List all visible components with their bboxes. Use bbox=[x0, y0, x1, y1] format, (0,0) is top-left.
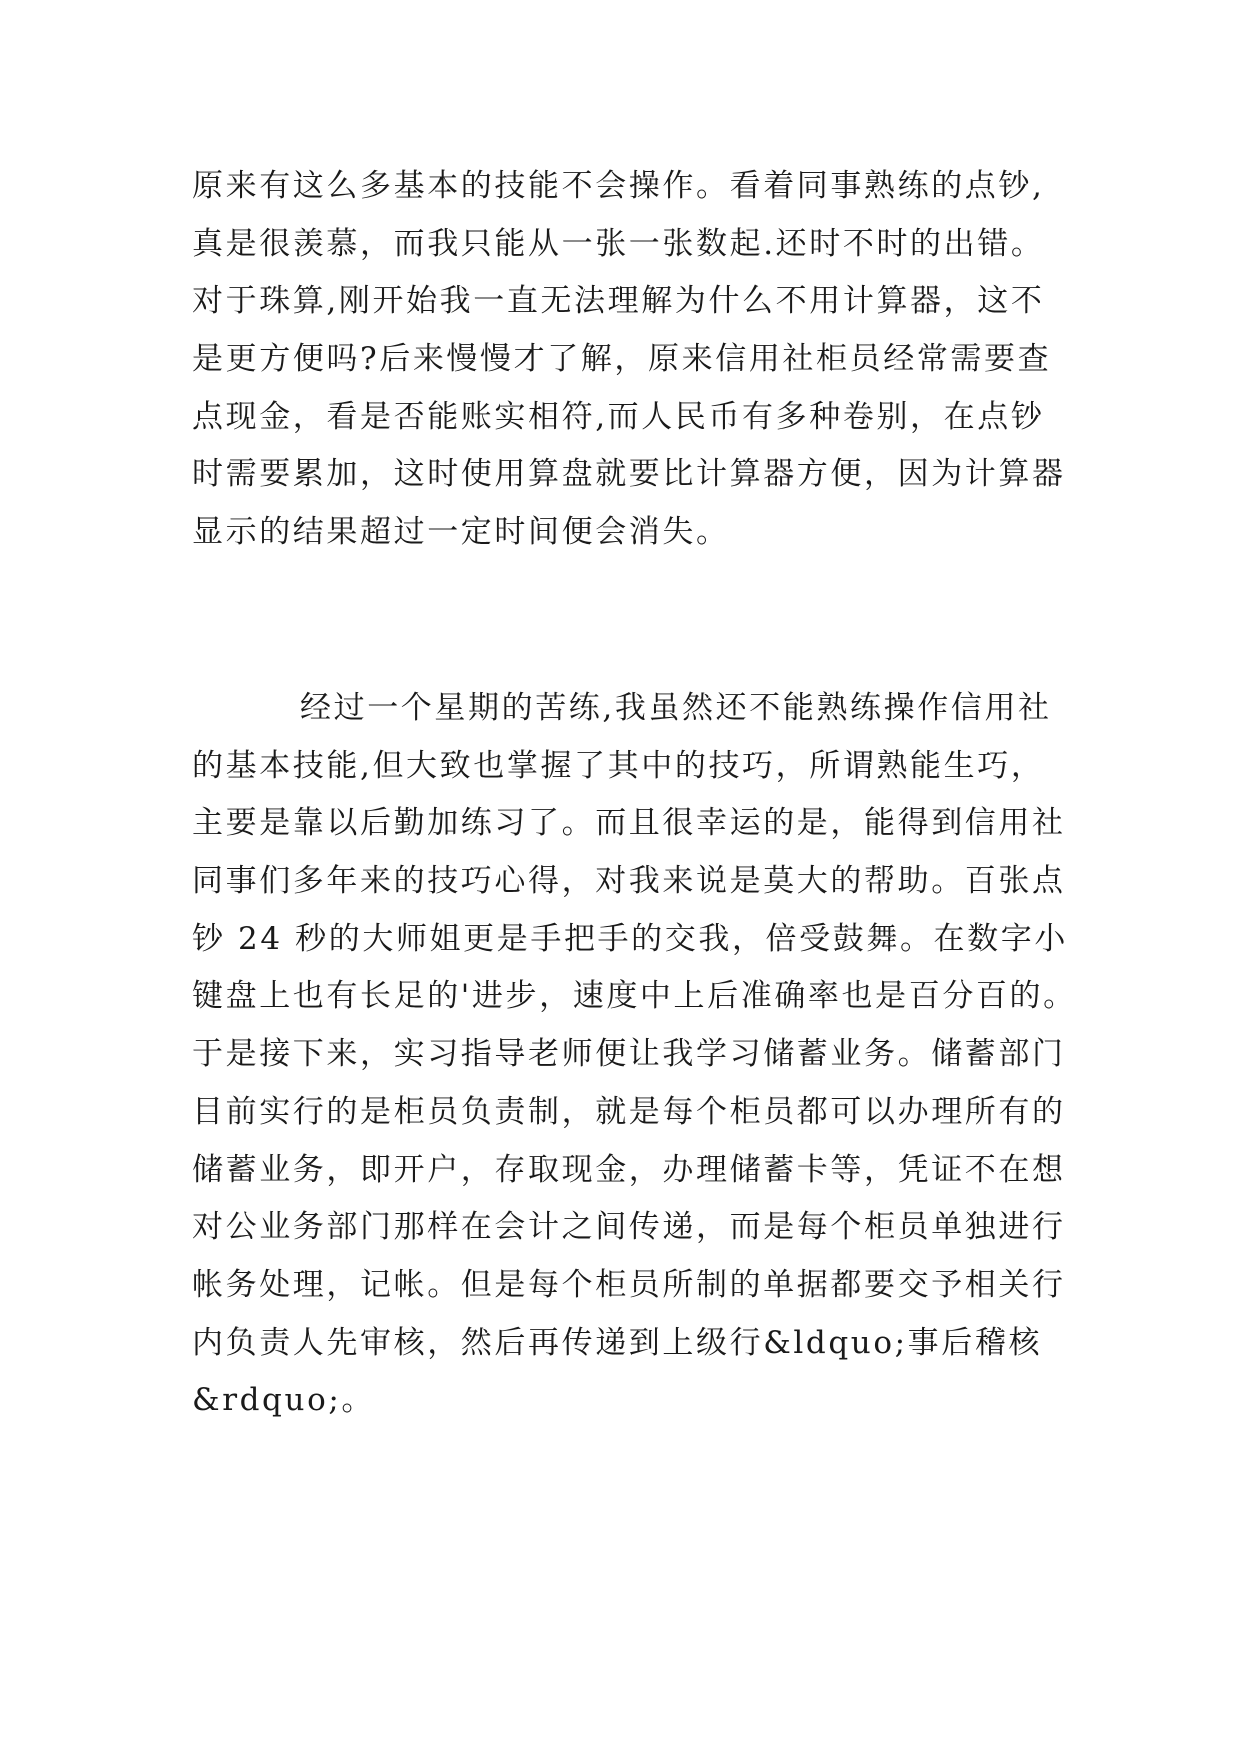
text-line: 真是很羡慕，而我只能从一张一张数起.还时不时的出错。 bbox=[192, 225, 1045, 262]
text-line: 对公业务部门那样在会计之间传递，而是每个柜员单独进行 bbox=[192, 1209, 1066, 1246]
text-line: 键盘上也有长足的'进步，速度中上后准确率也是百分百的。 bbox=[192, 978, 1077, 1015]
text-line: 时需要累加，这时使用算盘就要比计算器方便，因为计算器 bbox=[192, 456, 1066, 493]
text-line: 经过一个星期的苦练,我虽然还不能熟练操作信用社 bbox=[300, 690, 1052, 726]
text-line: 储蓄业务，即开户，存取现金，办理储蓄卡等，凭证不在想 bbox=[192, 1151, 1066, 1188]
text-line: 点现金，看是否能账实相符,而人民币有多种卷别，在点钞 bbox=[192, 398, 1045, 435]
text-line: 于是接下来，实习指导老师便让我学习储蓄业务。储蓄部门 bbox=[192, 1036, 1066, 1073]
text-line: 的基本技能,但大致也掌握了其中的技巧，所谓熟能生巧， bbox=[192, 747, 1045, 784]
text-line: 对于珠算,刚开始我一直无法理解为什么不用计算器，这不 bbox=[192, 283, 1045, 320]
text-line: 钞 24 秒的大师姐更是手把手的交我，倍受鼓舞。在数字小 bbox=[192, 920, 1068, 957]
text-line: 目前实行的是柜员负责制，就是每个柜员都可以办理所有的 bbox=[192, 1093, 1066, 1130]
text-line: 主要是靠以后勤加练习了。而且很幸运的是，能得到信用社 bbox=[192, 805, 1066, 842]
paragraph-2 bbox=[192, 680, 1092, 1430]
text-line: 内负责人先审核，然后再传递到上级行&ldquo;事后稽核 bbox=[192, 1324, 1043, 1361]
text-line: 原来有这么多基本的技能不会操作。看着同事熟练的点钞, bbox=[192, 168, 1045, 204]
text-line: &rdquo;。 bbox=[192, 1382, 375, 1419]
text-line: 显示的结果超过一定时间便会消失。 bbox=[192, 514, 730, 551]
paragraph-1 bbox=[192, 158, 1092, 562]
text-line: 同事们多年来的技巧心得，对我来说是莫大的帮助。百张点 bbox=[192, 863, 1066, 900]
text-line: 帐务处理，记帐。但是每个柜员所制的单据都要交予相关行 bbox=[192, 1266, 1066, 1303]
text-line: 是更方便吗?后来慢慢才了解，原来信用社柜员经常需要查 bbox=[192, 341, 1052, 378]
